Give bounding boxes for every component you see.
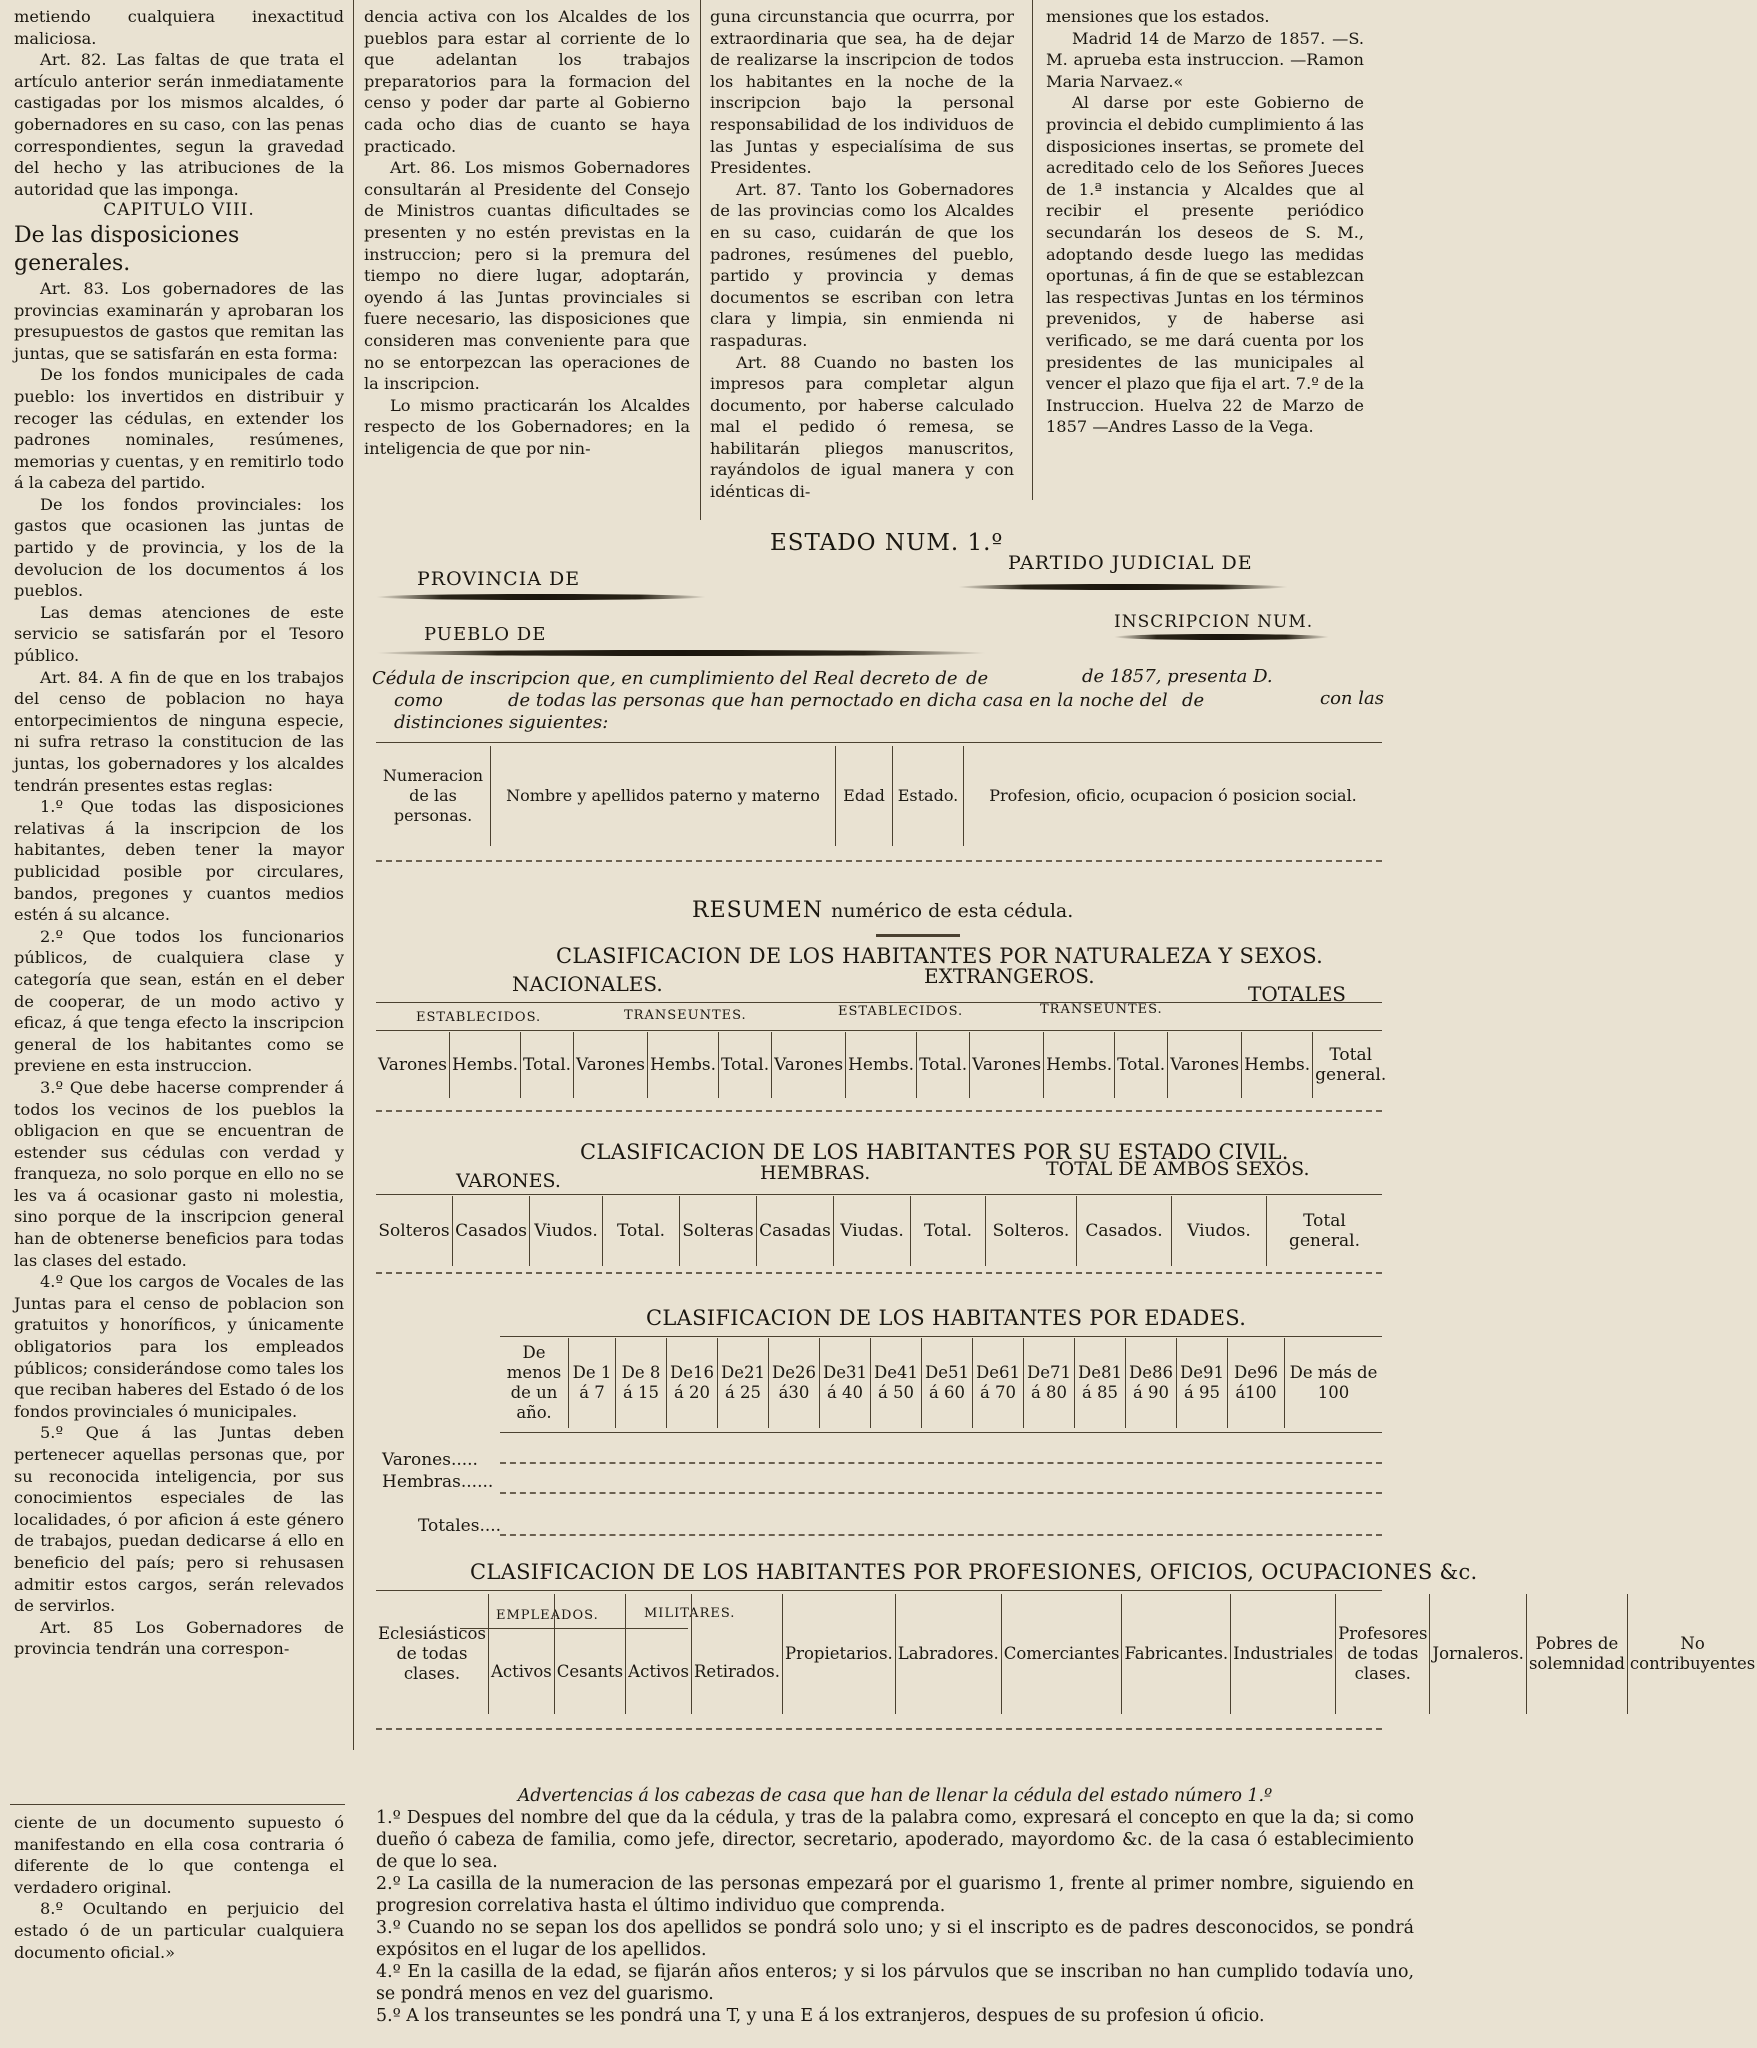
col2-paragraph: Art. 86. Los mismos Gobernadores consultarán al Presidente del Consejo de Ministros cuantas dificultades se presenten y no estén previstas en la instruccion; pero si la premura del tiempo no diere lugar, adoptarán, oyendo á las Juntas provinciales si fuere necesario, las disposiciones que consideren mas conveniente para que no se entorpezcan las operaciones de la inscripcion. [364, 158, 690, 394]
table-rule [376, 1590, 1382, 1591]
col1-paragraph: De los fondos municipales de cada pueblo: los invertidos en distribuir y recoger las cédulas, en extender los padrones nominales, resúmenes, memorias y cuentas, y en remitirlo todo á la cabeza del partido. [14, 365, 344, 493]
t3-title: CLASIFICACION DE LOS HABITANTES POR EDADES. [646, 1306, 1247, 1330]
partido-label: PARTIDO JUDICIAL DE [1008, 552, 1253, 574]
t2-cell: Casados. [1077, 1196, 1172, 1266]
t3-cell: De menos de un año. [506, 1343, 562, 1422]
t3-cell: De más de 100 [1285, 1338, 1383, 1428]
cedula-text: distinciones siguientes: [394, 712, 609, 733]
column-rule [700, 0, 701, 520]
table-rule [376, 742, 1382, 743]
t4-cell: Activos [626, 1594, 692, 1714]
column-rule [353, 0, 354, 1750]
t1-transeuntes: TRANSEUNTES. [1040, 1002, 1163, 1017]
resumen-title-a: RESUMEN [692, 898, 824, 923]
t1-cell: Varones [970, 1032, 1044, 1098]
t2-cell: Total. [603, 1196, 680, 1266]
t3-cell: De86 á 90 [1126, 1338, 1177, 1428]
col-edad: Edad [836, 746, 893, 846]
col1-paragraph: 4.º Que los cargos de Vocales de las Juntas para el censo de poblacion son gratuitos y honoríficos, y únicamente obligatorios para los empleados públicos; considerándose como tales los que reciban haberes del Estado ó de los fondos provinciales ó municipales. [14, 1272, 344, 1421]
col1-paragraph: Art. 85 Los Gobernadores de provincia tendrán una correspon- [14, 1617, 344, 1659]
col3-paragraph: Art. 88 Cuando no basten los impresos para completar algun documento, por haberse calculado mal el pedido ó remesa, se habilitarán pliegos manuscritos, rayándolos de igual manera y con idénticas di- [710, 352, 1014, 502]
t3-row-label: Varones..... [382, 1450, 478, 1470]
cedula-text: como [394, 690, 443, 711]
t3-cell: De26 á30 [769, 1338, 820, 1428]
col1-line: metiendo cualquiera inexactitud maliciosa. [14, 7, 344, 48]
cedula-text: con las [1320, 688, 1384, 709]
advertencia-item: 2.º La casilla de la numeracion de las personas empezará por el guarismo 1, frente al primer nombre, siguiendo en progresion correlativa hasta el último individuo que comprenda. [376, 1874, 1414, 1916]
t3-cell: De96 á100 [1228, 1338, 1285, 1428]
cedula-text: Cédula de inscripcion que, en cumplimiento del Real decreto de [372, 668, 958, 689]
t4-cell: Pobres de solemnidad [1526, 1594, 1627, 1714]
cedula-text: de todas las personas que han pernoctado en dicha casa en la noche del [508, 690, 1168, 711]
t1-extrangeros: EXTRANGEROS. [924, 964, 1095, 988]
t1-cell: Hembs. [648, 1032, 719, 1098]
fill-line [376, 1110, 1382, 1112]
t1-cell: Total general. [1313, 1032, 1389, 1098]
ornament-rule [376, 594, 706, 600]
table-rule [376, 1030, 1382, 1031]
t4-cell: Activos [488, 1594, 554, 1714]
advertencia-item: 1.º Despues del nombre del que da la cédula, y tras de la palabra como, expresará el concepto en que la da; si como dueño ó cabeza de familia, como jefe, director, secretario, apoderado, mayordomo &c. de la casa ó establecimiento de que lo sea. [376, 1808, 1414, 1872]
t2-hembras: HEMBRAS. [760, 1162, 871, 1184]
t3-cell: De16 á 20 [667, 1338, 718, 1428]
resumen-title [692, 898, 1073, 923]
fill-line [500, 1534, 1382, 1536]
fill-line [500, 1462, 1382, 1464]
t1-cell: Hembs. [1044, 1032, 1115, 1098]
t4-cell: Comerciantes [1001, 1594, 1122, 1714]
chapter-title: De las disposiciones generales. [14, 222, 240, 276]
t1-cell: Varones [574, 1032, 648, 1098]
t2-cell: Casados [453, 1196, 530, 1266]
t3-cell: De91 á 95 [1177, 1338, 1228, 1428]
column-rule [1032, 0, 1033, 500]
chapter-heading: CAPITULO VIII. [103, 200, 255, 221]
fill-line [376, 860, 1382, 862]
col-numeracion: Numeracion de las personas. [382, 766, 484, 825]
ornament-rule [376, 650, 986, 656]
advertencia-item: 5.º A los transeuntes se les pondrá una T, y una E á los extranjeros, despues de su profesion ú oficio. [376, 2006, 1265, 2026]
estado-title: ESTADO NUM. 1.º [770, 530, 1004, 556]
t1-establecidos: ESTABLECIDOS. [416, 1010, 542, 1025]
col1-paragraph: 2.º Que todos los funcionarios públicos, de cualquiera clase y categoría que sean, están en el deber de cooperar, de un modo activo y eficaz, á que tenga efecto la inscripcion general de los habitantes como se previene en esta instruccion. [14, 926, 344, 1076]
t4-cell: Jornaleros. [1430, 1594, 1526, 1714]
t3-cell: De 1 á 7 [569, 1338, 616, 1428]
col4-paragraph: Madrid 14 de Marzo de 1857. —S. M. aprueba esta instruccion. —Ramon Maria Narvaez.« [1046, 28, 1364, 91]
col2-paragraph: Lo mismo practicarán los Alcaldes respecto de los Gobernadores; en la inteligencia de que por nin- [364, 395, 690, 458]
t3-cell: De51 á 60 [922, 1338, 973, 1428]
table-rule [376, 1002, 1382, 1003]
t3-row-label: Totales.... [418, 1516, 502, 1536]
t1-title: CLASIFICACION DE LOS HABITANTES POR NATURALEZA Y SEXOS. [556, 944, 1324, 968]
col1-paragraph: 3.º Que debe hacerse comprender á todos los vecinos de los pueblos la obligacion en que se encuentran de estender sus cédulas con verdad y franqueza, no solo porque en ello no se les va á ocasionar gasto ni molestia, sino porque de la inscripcion general han de obtenerse beneficios para todas las clases del estado. [14, 1077, 344, 1270]
t4-cell: Propietarios. [782, 1594, 895, 1714]
t1-cell: Total. [1115, 1032, 1168, 1098]
t3-cell: De41 á 50 [871, 1338, 922, 1428]
t2-title: CLASIFICACION DE LOS HABITANTES POR SU ESTADO CIVIL. [580, 1140, 1289, 1164]
col1-paragraph: 1.º Que todas las disposiciones relativas á la inscripcion de los habitantes, deben tener la mayor publicidad posible por circulares, bandos, pregones y cuantos medios estén á su alcance. [14, 797, 344, 925]
t1-establecidos: ESTABLECIDOS. [838, 1004, 964, 1019]
t4-cell: No contribuyentes [1627, 1594, 1757, 1714]
col4-paragraph: Al darse por este Gobierno de provincia el debido cumplimiento á las disposiciones insertas, se promete del acreditado celo de los Señores Jueces de 1.ª instancia y Alcaldes que al recibir el presente periódico secundarán los deseos de S. M., adoptando desde luego las medidas oportunas, á fin de que se establezcan las respectivas Juntas en los términos prevenidos, y de haberse asi verificado, se me dará cuenta por los presidentes de las municipales al vencer el plazo que fija el art. 7.º de la Instruccion. Huelva 22 de Marzo de 1857 —Andres Lasso de la Vega. [1046, 93, 1364, 437]
cedula-text: de [1182, 690, 1205, 711]
t2-cell: Total. [911, 1196, 986, 1266]
t1-cell: Varones [772, 1032, 846, 1098]
col1-line: Art. 82. Las faltas de que trata el artículo anterior serán inmediatamente castigadas por los mismos alcaldes, ó gobernadores en su caso, con las penas correspondientes, segun la gravedad del hecho y las atribuciones de la autoridad que las imponga. [14, 50, 344, 199]
col3-paragraph: guna circunstancia que ocurrra, por extraordinaria que sea, ha de dejar de realizarse la inscripcion de todos los habitantes en la noche de la inscripcion bajo la personal responsabilidad de los individuos de las Juntas y especialísima de sus Presidentes. [710, 7, 1014, 178]
t4-cell: Retirados. [691, 1594, 782, 1714]
t3-cell: De21 á 25 [718, 1338, 769, 1428]
t2-table [376, 1196, 1382, 1266]
advertencias [376, 1785, 1414, 2027]
t1-nacionales: NACIONALES. [512, 972, 663, 996]
t2-cell: Viudas. [834, 1196, 911, 1266]
t3-cell: De81 á 85 [1075, 1338, 1126, 1428]
fill-line [376, 1272, 1382, 1274]
t4-cell: Industriales [1231, 1594, 1336, 1714]
t4-cell: Fabricantes. [1122, 1594, 1231, 1714]
column-4 [1046, 6, 1364, 438]
col1-tail-paragraph: 8.º Ocultando en perjuicio del estado ó de un particular cualquiera documento oficial.» [14, 1899, 344, 1962]
t4-cell: Labradores. [895, 1594, 1001, 1714]
t2-ambos: TOTAL DE AMBOS SEXOS. [1046, 1158, 1310, 1180]
table-rule [500, 1336, 1382, 1337]
t4-empleados: EMPLEADOS. [496, 1608, 599, 1623]
column-2 [364, 6, 690, 459]
t3-row-label: Hembras...... [382, 1472, 494, 1492]
t2-cell: Viudos. [530, 1196, 603, 1266]
inscription-table [376, 746, 1382, 846]
ornament-rule [1114, 634, 1329, 640]
col1-paragraph: De los fondos provinciales: los gastos que ocasionen las juntas de partido y de provincia, y los de la devolucion de los documentos á los pueblos. [14, 494, 344, 601]
t4-title: CLASIFICACION DE LOS HABITANTES POR PROFESIONES, OFICIOS, OCUPACIONES &c. [470, 1560, 1478, 1584]
pueblo-label: PUEBLO DE [424, 624, 547, 645]
t3-cell: De 8 á 15 [616, 1338, 667, 1428]
t4-cell: Eclesiásticos de todas clases. [378, 1624, 486, 1683]
col1-paragraph: Art. 84. A fin de que en los trabajos del censo de poblacion no haya entorpecimientos de ninguna especie, ni sufra retraso la constitucion de las juntas, los gobernadores y los alcaldes tendrán presentes estas reglas: [14, 667, 344, 795]
t2-varones: VARONES. [456, 1170, 561, 1192]
col2-paragraph: dencia activa con los Alcaldes de los pueblos para estar al corriente de lo que adelantan los trabajos preparatorios para la formacion del censo y poder dar parte al Gobierno cada ocho dias de cuanto se haya practicado. [364, 7, 690, 156]
col1-paragraph: 5.º Que á las Juntas deben pertenecer aquellas personas que, por su reconocida inteligencia, por sus conocimientos especiales de las localidades, ó por aficion á este género de trabajos, puedan dedicarse á ello en beneficio del país; pero si rehusasen admitir estos cargos, serán relevados de servirlos. [14, 1423, 344, 1616]
provincia-label: PROVINCIA DE [417, 568, 581, 590]
t1-totales: TOTALES [1248, 982, 1347, 1006]
ornament-rule [876, 934, 960, 937]
t1-cell: Hembs. [846, 1032, 917, 1098]
cedula-text: de 1857, presenta D. [1082, 666, 1273, 687]
t2-cell: Solteros. [986, 1196, 1077, 1266]
t1-cell: Total. [520, 1032, 573, 1098]
column-1-tail [14, 1812, 344, 1963]
t1-cell: Hembs. [1242, 1032, 1313, 1098]
t2-cell: Casadas [757, 1196, 834, 1266]
table-rule [500, 1432, 1382, 1433]
t3-cell: De31 á 40 [820, 1338, 871, 1428]
t2-cell: Total general. [1267, 1196, 1383, 1266]
t1-cell: Hembs. [449, 1032, 520, 1098]
table-rule [376, 1194, 1382, 1195]
t1-cell: Total. [917, 1032, 970, 1098]
t4-cell: Profesores de todas clases. [1336, 1594, 1430, 1714]
t2-cell: Solteras [680, 1196, 757, 1266]
t1-cell: Varones [1168, 1032, 1242, 1098]
col1-tail-paragraph: ciente de un documento supuesto ó manifestando en ella cosa contraria ó diferente de lo que contenga el verdadero original. [14, 1813, 344, 1897]
advertencias-heading: Advertencias á los cabezas de casa que han de llenar la cédula del estado número 1.º [517, 1786, 1273, 1806]
col4-paragraph: mensiones que los estados. [1046, 7, 1270, 26]
advertencia-item: 3.º Cuando no se sepan los dos apellidos se pondrá solo uno; y si el inscripto es de padres desconocidos, se pondrá expósitos en el lugar de los apellidos. [376, 1918, 1414, 1960]
t4-cell: Cesants [554, 1594, 625, 1714]
col-estado: Estado. [893, 746, 964, 846]
t1-transeuntes: TRANSEUNTES. [624, 1008, 747, 1023]
column-3 [710, 6, 1014, 503]
column-1 [14, 6, 344, 1660]
t2-cell: Solteros [378, 1221, 450, 1241]
col-nombre: Nombre y apellidos paterno y materno [491, 746, 836, 846]
t4-militares: MILITARES. [644, 1606, 736, 1621]
t1-cell: Total. [719, 1032, 772, 1098]
advertencia-item: 4.º En la casilla de la edad, se fijarán años enteros; y si los párvulos que se inscriban no han cumplido todavía uno, se pondrá menos en vez del guarismo. [376, 1962, 1414, 2004]
t3-table [500, 1338, 1382, 1428]
inscripcion-label: INSCRIPCION NUM. [1114, 612, 1314, 632]
fill-line [376, 1728, 1382, 1730]
col1-paragraph: Las demas atenciones de este servicio se satisfarán por el Tesoro público. [14, 602, 344, 666]
column-divider [10, 1804, 345, 1805]
t3-cell: De61 á 70 [973, 1338, 1024, 1428]
col-profesion: Profesion, oficio, ocupacion ó posicion social. [964, 746, 1383, 846]
t4-table [376, 1594, 1757, 1714]
cedula-text: de [966, 668, 989, 689]
t2-cell: Viudos. [1172, 1196, 1267, 1266]
col3-paragraph: Art. 87. Tanto los Gobernadores de las provincias como los Alcaldes en su caso, cuidarán de que los padrones, resúmenes del pueblo, partido y provincia y demas documentos se escriban con letra clara y limpia, sin enmienda ni raspaduras. [710, 179, 1014, 350]
col1-paragraph: Art. 83. Los gobernadores de las provincias examinarán y aprobaran los presupuestos de gastos que remitan las juntas, que se satisfarán en esta forma: [14, 278, 344, 363]
t3-cell: De71 á 80 [1024, 1338, 1075, 1428]
resumen-title-b: numérico de esta cédula. [831, 900, 1074, 922]
t1-cell: Varones [378, 1055, 447, 1075]
t1-table [376, 1032, 1388, 1098]
ornament-rule [958, 584, 1288, 590]
fill-line [500, 1492, 1382, 1494]
